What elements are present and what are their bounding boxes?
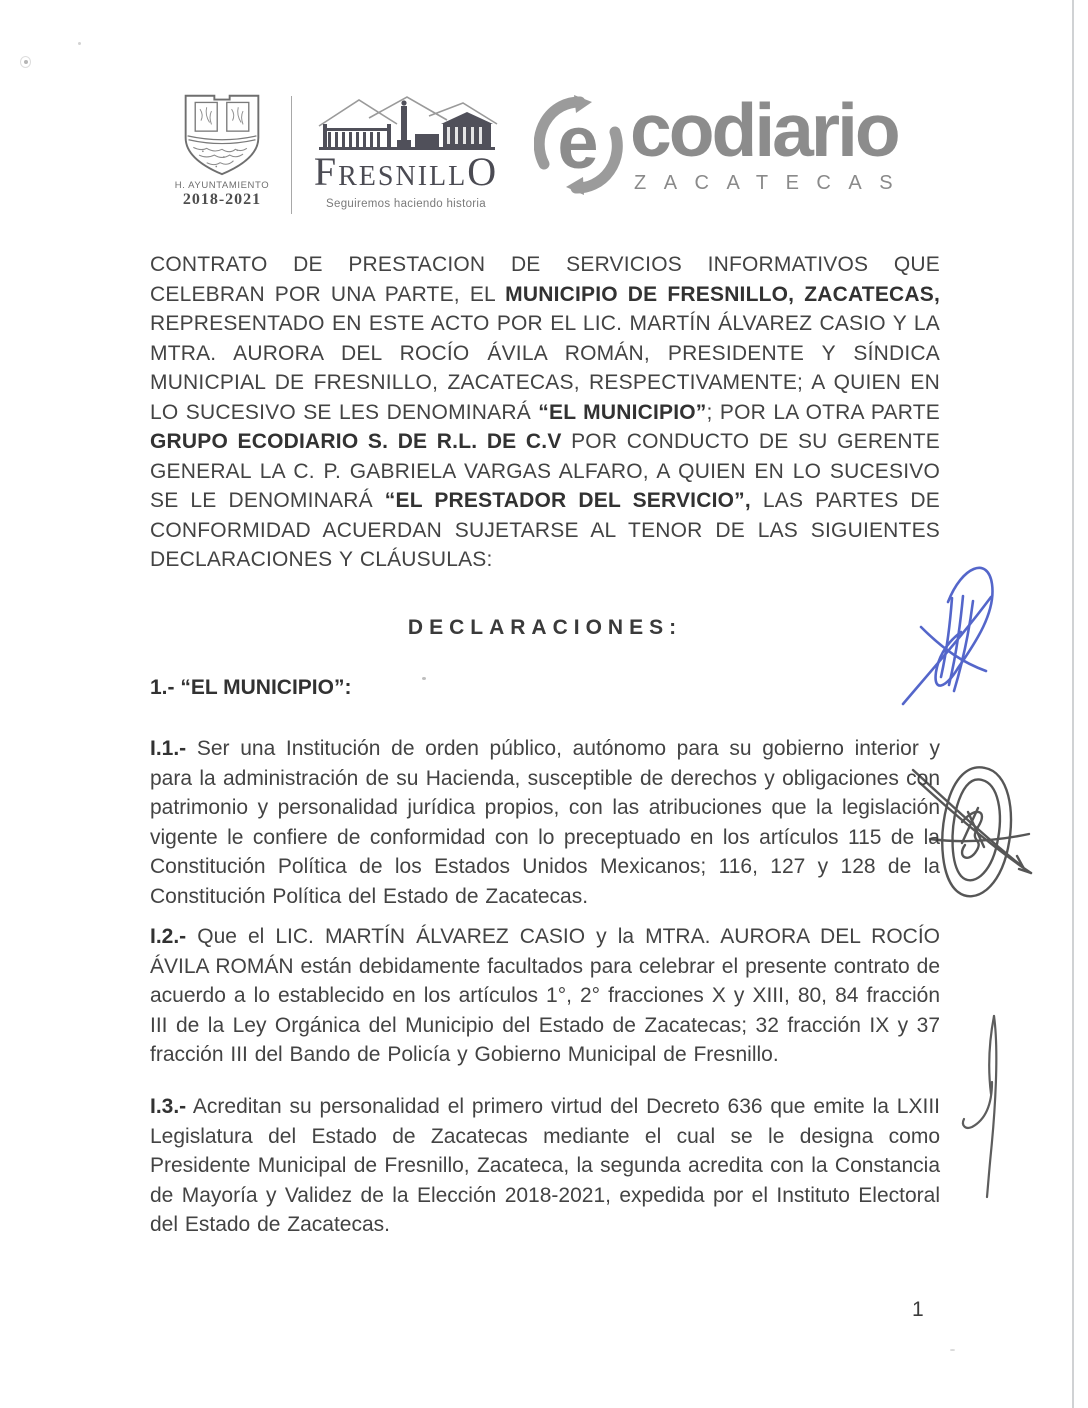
scan-speck <box>20 56 31 68</box>
crest-caption: H. AYUNTAMIENTO <box>174 180 270 191</box>
scan-edge-line-artifact <box>1072 0 1074 1408</box>
page-number: 1 <box>912 1298 924 1321</box>
scan-speck <box>950 1349 955 1351</box>
section-1-el-municipio-title: 1.- “EL MUNICIPIO”: <box>150 676 352 699</box>
vertical-pen-stroke-mark <box>963 1016 996 1197</box>
declaraciones-heading: DECLARACIONES: <box>407 616 683 639</box>
clause-i2-paragraph: I.2.- Que el LIC. MARTÍN ÁLVAREZ CASIO y la MTRA. AURORA DEL ROCÍO ÁVILA ROMÁN están debidamente facultados para celebrar el presente contrato de acuerdo a lo establecido en los artículos 1°, 2° fracciones X y XIII, 80, 84 fracción III de la Ley Orgánica del Municipio del Estado de Zacatecas; 32 fracción IX y 37 fracción III del Bando de Policía y Gobierno Municipal de Fresnillo. <box>150 925 940 1066</box>
svg-text:e: e <box>557 101 599 184</box>
shield-crest-icon <box>158 90 286 178</box>
ecodiario-zacatecas-label: ZACATECAS <box>634 172 911 194</box>
ecodiario-e-cycle-icon <box>534 92 626 203</box>
scan-speck <box>422 677 426 680</box>
crest-term-years: 2018-2021 <box>182 191 262 208</box>
logo-divider-line <box>291 96 292 214</box>
fresnillo-logo <box>306 94 506 210</box>
fresnillo-tagline: Seguiremos haciendo historia <box>326 198 486 210</box>
clause-i1-paragraph: I.1.- Ser una Institución de orden público, autónomo para su gobierno interior y para la administración de su Hacienda, susceptible de derechos y obligaciones con patrimonio y personalidad jurídica propios, con las atribuciones que la legislación vigente le confiere de conformidad con lo preceptuado en los artículos 115 de la Constitución Política de los Estados Unidos Mexicanos; 116, 127 y 128 de la Constitución Política del Estado de Zacatecas. <box>150 737 940 908</box>
contract-intro-paragraph: CONTRATO DE PRESTACION DE SERVICIOS INFORMATIVOS QUE CELEBRAN POR UNA PARTE, EL MUNICIPIO DE FRESNILLO, ZACATECAS, REPRESENTADO EN ESTE ACTO POR EL LIC. MARTÍN ÁLVAREZ CASIO Y LA MTRA. AURORA DEL ROCÍO ÁVILA ROMÁN, PRESIDENTE Y SÍNDICA MUNICPIAL DE FRESNILLO, ZACATECAS, RESPECTIVAMENTE; A QUIEN EN LO SUCESIVO SE LES DENOMINARÁ “EL MUNICIPIO”; POR LA OTRA PARTE GRUPO ECODIARIO S. DE R.L. DE C.V POR CONDUCTO DE SU GERENTE GENERAL LA C. P. GABRIELA VARGAS ALFARO, A QUIEN EN LO SUCESIVO SE LE DENOMINARÁ “EL PRESTADOR DEL SERVICIO”, LAS PARTES DE CONFORMIDAD ACUERDAN SUJETARSE AL TENOR DE LAS SIGUIENTES DECLARACIONES Y CLÁUSULAS: <box>150 253 940 571</box>
clause-i3-paragraph: I.3.- Acreditan su personalidad el primero virtud del Decreto 636 que emite la LXIII Legislatura del Estado de Zacatecas mediante el cual se le designa como Presidente Municipal de Fresnillo, Zacateca, la segunda acredita con la Constancia de Mayoría y Validez de la Elección 2018-2021, expedida por el Instituto Electoral del Estado de Zacatecas. <box>150 1095 940 1236</box>
ayuntamiento-crest-logo <box>158 90 286 209</box>
scan-speck <box>78 42 81 45</box>
ecodiario-wordmark: codiario <box>630 88 898 172</box>
fresnillo-wordmark: FRESNILLO <box>313 149 499 194</box>
